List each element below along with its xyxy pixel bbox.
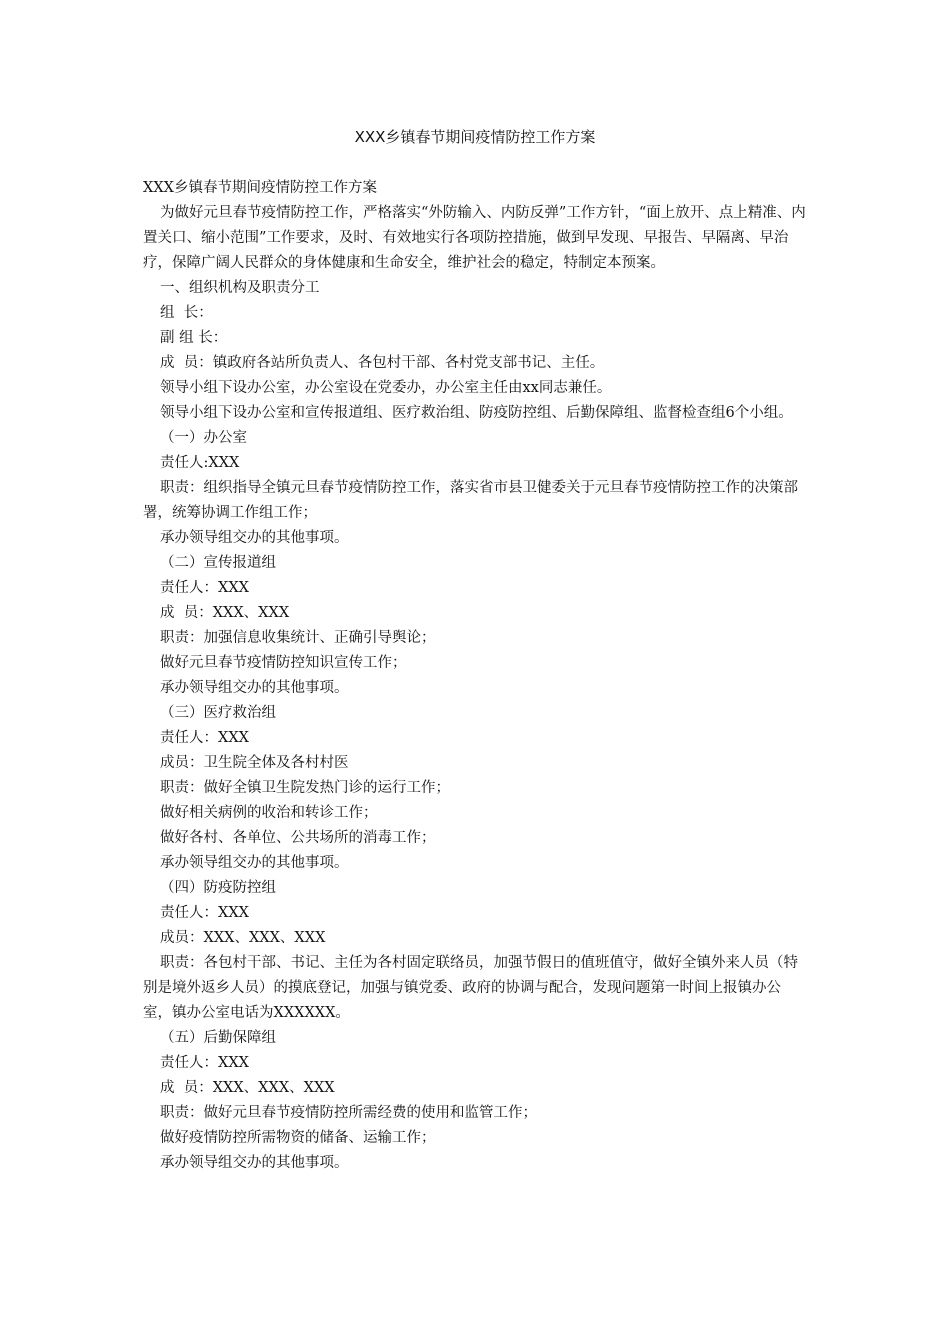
text-line: 做好相关病例的收治和转诊工作； xyxy=(160,805,378,821)
subsection-heading: （五）后勤保障组 xyxy=(160,1030,276,1046)
text-line: 成 员：XXX、XXX、XXX xyxy=(160,1080,335,1096)
text-line: 成员：XXX、XXX、XXX xyxy=(160,930,326,946)
text-line: 承办领导组交办的其他事项。 xyxy=(160,680,349,696)
text-paragraph: 领导小组下设办公室和宣传报道组、医疗救治组、防疫防控组、后勤保障组、监督检查组6个小组。 xyxy=(160,405,793,421)
text-line: 责任人：XXX xyxy=(160,1055,249,1071)
text-line: 责任人:XXX xyxy=(160,455,240,471)
subsection-heading: （一）办公室 xyxy=(160,430,247,446)
text-line: 做好各村、各单位、公共场所的消毒工作； xyxy=(160,830,436,846)
text-line: 副 组 长： xyxy=(160,330,228,346)
subsection-heading: （二）宣传报道组 xyxy=(160,555,276,571)
body-heading: XXX乡镇春节期间疫情防控工作方案 xyxy=(143,180,377,196)
text-line: 做好疫情防控所需物资的储备、运输工作； xyxy=(160,1130,436,1146)
document-body xyxy=(143,176,807,1176)
text-line: 成 员：XXX、XXX xyxy=(160,605,290,621)
text-line: 职责：做好元旦春节疫情防控所需经费的使用和监管工作； xyxy=(160,1105,537,1121)
document-title: XXX乡镇春节期间疫情防控工作方案 xyxy=(354,128,596,146)
text-line: 做好元旦春节疫情防控知识宣传工作； xyxy=(160,655,407,671)
text-paragraph: 职责：各包村干部、书记、主任为各村固定联络员，加强节假日的值班值守，做好全镇外来人员（特别是境外返乡人员）的摸底登记，加强与镇党委、政府的协调与配合，发现问题第一时间上报镇办公室，镇办公室电话为XXXXXX。 xyxy=(143,955,798,1021)
text-line: 责任人：XXX xyxy=(160,580,249,596)
text-paragraph: 职责：组织指导全镇元旦春节疫情防控工作，落实省市县卫健委关于元旦春节疫情防控工作的决策部署，统筹协调工作组工作； xyxy=(143,480,798,521)
text-line: 成 员：镇政府各站所负责人、各包村干部、各村党支部书记、主任。 xyxy=(160,355,605,371)
text-line: 承办领导组交办的其他事项。 xyxy=(160,855,349,871)
text-line: 承办领导组交办的其他事项。 xyxy=(160,1155,349,1171)
text-line: 承办领导组交办的其他事项。 xyxy=(160,530,349,546)
text-line: 责任人：XXX xyxy=(160,905,249,921)
text-line: 职责：加强信息收集统计、正确引导舆论； xyxy=(160,630,436,646)
intro-paragraph: 为做好元旦春节疫情防控工作，严格落实“外防输入、内防反弹”工作方针，“面上放开、点上精准、内置关口、缩小范围”工作要求，及时、有效地实行各项防控措施，做到早发现、早报告、早隔离、早治疗，保障广阔人民群众的身体健康和生命安全，维护社会的稳定，特制定本预案。 xyxy=(143,205,806,271)
text-line: 责任人：XXX xyxy=(160,730,249,746)
text-line: 领导小组下设办公室，办公室设在党委办，办公室主任由xx同志兼任。 xyxy=(160,380,612,396)
subsection-heading: （三）医疗救治组 xyxy=(160,705,276,721)
section-heading: 一、组织机构及职责分工 xyxy=(160,280,320,296)
subsection-heading: （四）防疫防控组 xyxy=(160,880,276,896)
text-line: 职责：做好全镇卫生院发热门诊的运行工作； xyxy=(160,780,450,796)
text-line: 成员：卫生院全体及各村村医 xyxy=(160,755,349,771)
text-line: 组 长： xyxy=(160,305,213,321)
